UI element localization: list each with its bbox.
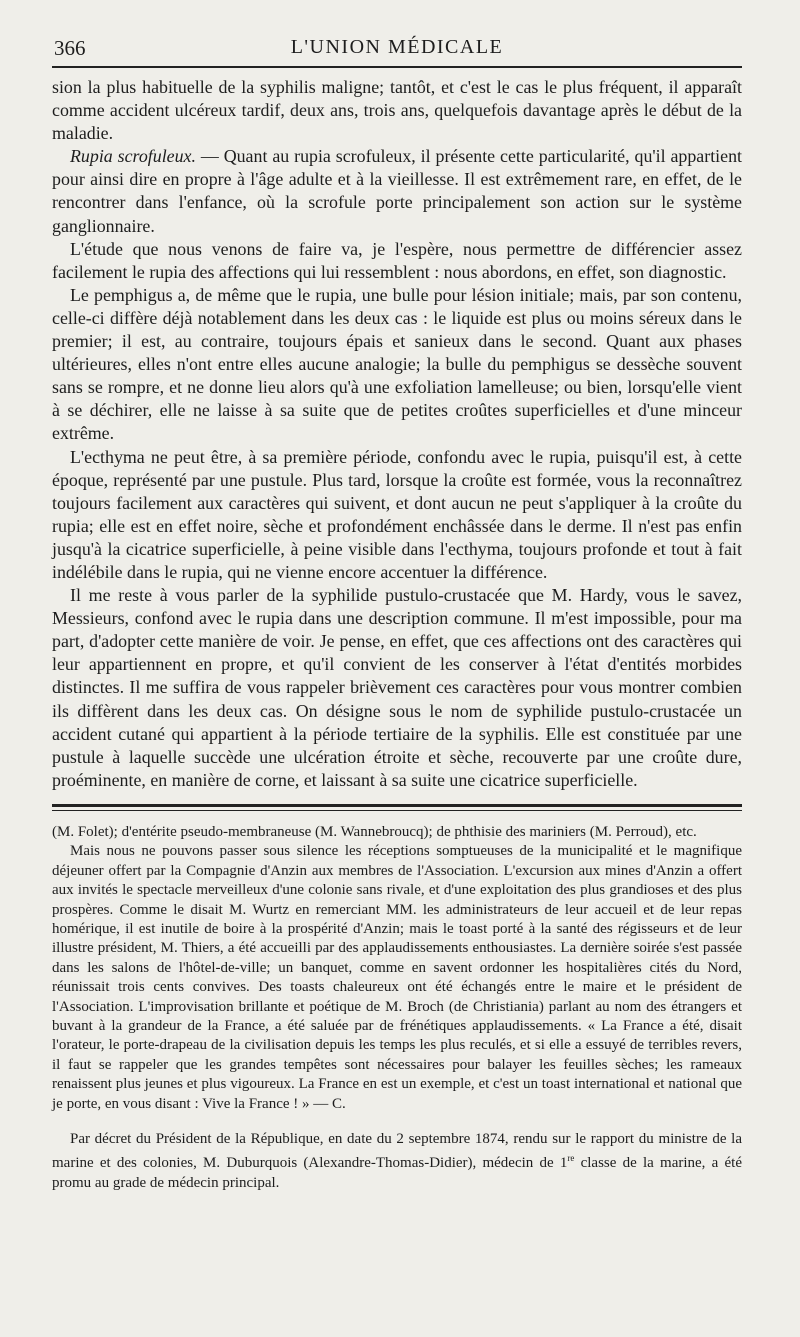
feuilleton-separator [52,804,742,811]
page-number: 366 [54,36,86,60]
journal-title: L'UNION MÉDICALE [290,36,504,58]
paragraph-3: L'étude que nous venons de faire va, je l'espère, nous permettre de différencier assez facilement le rupia des affections qui lui ressemblent : nous abordons, en effet, son diagnostic. [52,238,742,282]
paragraph-ecthyma: L'ecthyma ne peut être, à sa première période, confondu avec le rupia, puisqu'il est, à cette époque, représenté par une pustule. Plus tard, lorsque la croûte est formée, vous la reconnaîtrez toujours facilement aux caractères qui suivent, et dont aucun ne peut s'appliquer à la croûte du rupia; elle est en effet noire, sèche et profondément enchâssée dans le derme. Il n'est pas enfin jusqu'à la cicatrice superficielle, à peine visible dans l'ecthyma, toujours profonde et tout à fait indélébile dans le rupia, qui ne vienne encore accentuer la différence. [52,446,742,582]
paragraph-rupia-scrofuleux [52,145,742,237]
header-rule [52,66,742,68]
paragraph-pemphigus: Le pemphigus a, de même que le rupia, une bulle pour lésion initiale; mais, par son contenu, celle-ci diffère déjà notablement dans les deux cas : le liquide est plus ou moins séreux dans le premier; il est, au contraire, toujours épais et sanieux dans le second. Quant aux phases ultérieures, elles n'ont entre elles aucune analogie; la bulle du pemphigus se dessèche souvent sans se rompre, et ne donne lieu alors qu'à une exfoliation lamelleuse; ou bien, lorsqu'elle vient à se déchirer, elle ne laisse à sa suite que de petites croûtes superficielles et d'une minceur extrême. [52,284,742,444]
feuilleton-paragraph-2: Mais nous ne pouvons passer sous silence les réceptions somptueuses de la municipalité et le magnifique déjeuner offert par la Compagnie d'Anzin aux membres de l'Association. L'excursion aux mines d'Anzin a offert aux invités le spectacle merveilleux d'une colonie sans rivale, et d'une exploitation des plus grandioses et des plus prospères. Comme le disait M. Wurtz en remerciant MM. les administrateurs de leur accueil et de leur repas homérique, il est inutile de boire à la prospérité d'Anzin; mais le toast porté à la santé des régisseurs et de leur illustre président, M. Thiers, a été accueilli par des applaudissements enthousiastes. La dernière soirée s'est passée dans les salons de l'hôtel-de-ville; un banquet, comme en savent ordonner les hospitalières cités du Nord, réunissait trois cents convives. Des toasts chaleureux ont été échangés entre le maire et le président de l'Association. L'improvisation brillante et poétique de M. Broch (de Christiania) parlant au nom des étrangers et buvant à la grandeur de la France, a été saluée par de frénétiques applaudissements. « La France a été, disait l'orateur, le porte-drapeau de la civilisation depuis les temps les plus reculés, et si elle a essuyé de terribles revers, il faut se rappeler que les grandes tempêtes sont nécessaires pour balayer les feuilles sèches; les rameaux renaissent plus jeunes et plus vigoureux. La France en est un exemple, et c'est un toast international et national que je porte, en vous disant : Vive la France ! » — C. [52,843,742,1112]
feuilleton-paragraph-1: (M. Folet); d'entérite pseudo-membraneuse (M. Wannebroucq); de phthisie des mariniers (M. Perroud), etc. [52,823,697,840]
paragraph-syphilide: Il me reste à vous parler de la syphilide pustulo-crustacée que M. Hardy, vous le savez, Messieurs, confond avec le rupia dans une description commune. Il m'est impossible, pour ma part, d'adopter cette manière de voir. Je pense, en effet, que ces affections ont des caractères qui leur appartiennent en propre, et qu'il convient de les conserver à l'état d'entités morbides distinctes. Il me suffira de vous rappeler brièvement ces caractères pour vous montrer combien ils diffèrent dans les deux cas. On désigne sous le nom de syphilide pustulo-crustacée un accident cutané qui appartient à la période tertiaire de la syphilis. Elle est constituée par une pustule à laquelle succède une ulcération étroite et sèche, recouverte par une croûte dure, proéminente, en manière de corne, et laissant à sa suite une cicatrice superficielle. [52,585,742,790]
decree-superscript: re [567,1153,575,1164]
decree-text-start: Par décret du Président de la République, en date du 2 septembre 1874, rendu sur le rapport du ministre de la marine et des colonies, M. Duburquois (Alexandre-Thomas-Didier), médecin de 1 [52,1131,742,1172]
page-header [52,30,742,64]
main-article [52,76,742,792]
decree-text-end: classe de la marine, a été promu au grade de médecin principal. [52,1155,742,1191]
paragraph-1: sion la plus habituelle de la syphilis maligne; tantôt, et c'est le cas le plus fréquent, il apparaît comme accident ulcéreux tardif, deux ans, trois ans, quelquefois davantage après le début de la maladie. [52,77,742,144]
feuilleton [52,823,742,1193]
paragraph-heading: Rupia scrofuleux. [70,146,196,167]
paragraph-text: — Quant au rupia scrofuleux, il présente cette particularité, qu'il appartient pour ainsi dire en propre à l'âge adulte et à la vieillesse. Il est extrêmement rare, en effet, de le rencontrer dans l'enfance, où la scrofule porte principalement son action sur le système ganglionnaire. [52,146,742,236]
decree-paragraph [52,1130,742,1193]
page [52,30,742,1193]
